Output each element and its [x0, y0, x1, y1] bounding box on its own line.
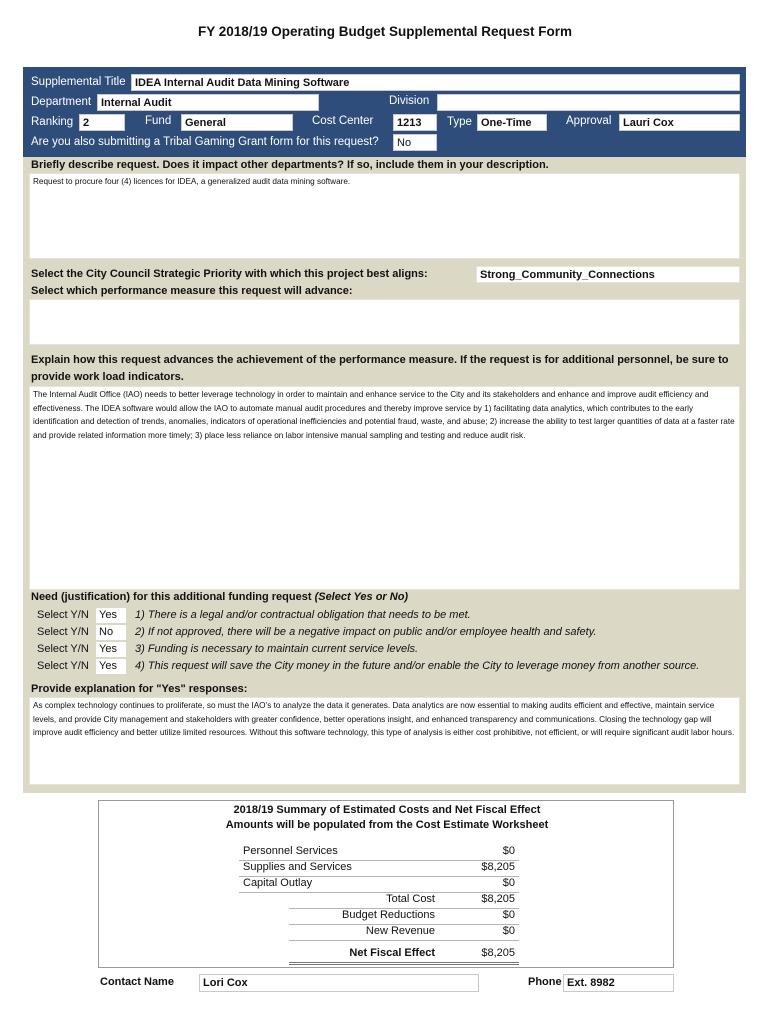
need-heading-italic: (Select Yes or No) — [314, 591, 409, 603]
need-answer-field[interactable]: Yes — [96, 642, 126, 657]
department-field[interactable]: Internal Audit — [97, 94, 319, 111]
yes-explanation-label: Provide explanation for "Yes" responses: — [31, 683, 248, 695]
supplemental-title-label: Supplemental Title — [31, 76, 126, 88]
net-fiscal-effect-value: $8,205 — [481, 947, 515, 959]
need-text: 1) There is a legal and/or contractual obligation that needs to be met. — [135, 609, 471, 621]
measure-label: Select which performance measure this request will advance: — [31, 285, 353, 297]
supplemental-title-field[interactable]: IDEA Internal Audit Data Mining Software — [131, 74, 740, 91]
need-text: 2) If not approved, there will be a negative impact on public and/or employee health and safety. — [135, 626, 597, 638]
form-body — [23, 157, 746, 793]
need-text: 4) This request will save the City money in the future and/or enable the City to leverage money from another source. — [135, 660, 700, 672]
ranking-label: Ranking — [31, 116, 74, 128]
need-label: Select Y/N — [37, 609, 89, 621]
need-answer-field[interactable]: Yes — [96, 608, 126, 623]
contact-name-label: Contact Name — [100, 976, 174, 988]
need-text: 3) Funding is necessary to maintain current service levels. — [135, 643, 419, 655]
yes-explanation-textbox[interactable]: As complex technology continues to proliferate, so must the IAO’s to analyze the data it generates. Data analytics are now essential to making audits efficient and effective, maintain service levels, and provide City management and stakeholders with greater confidence, better operations insight, and enhanced transparency and communications. Closing the technology gap will improve audit efficiency and better utilize limited resources. Without this software technology, this type of analysis is either cost prohibitive, not efficient, or will require significant audit labor hours. — [29, 697, 740, 785]
division-field[interactable] — [437, 94, 740, 111]
capital-label: Capital Outlay — [243, 877, 313, 889]
supplies-value: $8,205 — [481, 861, 515, 873]
phone-label: Phone — [528, 976, 562, 988]
fund-field[interactable]: General — [181, 114, 293, 131]
personnel-value: $0 — [502, 845, 515, 857]
explain-label-line2: provide work load indicators. — [31, 371, 184, 383]
budget-reductions-value: $0 — [502, 909, 515, 921]
phone-field[interactable]: Ext. 8982 — [563, 974, 674, 992]
need-answer-field[interactable]: No — [96, 625, 126, 640]
approval-label: Approval — [566, 115, 612, 127]
describe-label: Briefly describe request. Does it impact other departments? If so, include them in your description. — [31, 159, 549, 171]
fund-label: Fund — [145, 115, 172, 127]
page-title: FY 2018/19 Operating Budget Supplemental Request Form — [197, 24, 573, 39]
explain-label-line1: Explain how this request advances the achievement of the performance measure. If the request is for additional personnel, be sure to — [31, 354, 729, 366]
need-label: Select Y/N — [37, 643, 89, 655]
total-value: $8,205 — [481, 893, 515, 905]
tribal-answer-field[interactable]: No — [393, 134, 437, 151]
new-revenue-value: $0 — [502, 925, 515, 937]
measure-textbox[interactable] — [29, 299, 740, 345]
describe-textbox[interactable]: Request to procure four (4) licences for IDEA, a generalized audit data mining software. — [29, 173, 740, 259]
priority-label: Select the City Council Strategic Priority with which this project best aligns: — [31, 268, 428, 280]
supplies-label: Supplies and Services — [243, 861, 352, 873]
type-field[interactable]: One-Time — [477, 114, 547, 131]
department-label: Department — [31, 96, 92, 108]
summary-subtitle: Amounts will be populated from the Cost Estimate Worksheet — [225, 819, 549, 831]
approval-field[interactable]: Lauri Cox — [619, 114, 740, 131]
need-heading — [31, 591, 408, 603]
budget-reductions-label: Budget Reductions — [342, 909, 435, 921]
cost-center-field[interactable]: 1213 — [393, 114, 437, 131]
header-band — [23, 67, 746, 157]
capital-value: $0 — [502, 877, 515, 889]
priority-field[interactable]: Strong_Community_Connections — [476, 266, 740, 283]
personnel-label: Personnel Services — [243, 845, 338, 857]
net-fiscal-effect-label: Net Fiscal Effect — [349, 947, 435, 959]
division-label: Division — [389, 95, 430, 107]
need-heading-text: Need (justification) for this additional funding request — [31, 591, 315, 603]
need-answer-field[interactable]: Yes — [96, 659, 126, 674]
cost-center-label: Cost Center — [312, 115, 374, 127]
tribal-question: Are you also submitting a Tribal Gaming Grant form for this request? — [31, 136, 379, 148]
ranking-field[interactable]: 2 — [79, 114, 125, 131]
need-label: Select Y/N — [37, 660, 89, 672]
summary-title: 2018/19 Summary of Estimated Costs and Net Fiscal Effect — [233, 804, 541, 816]
contact-name-field[interactable]: Lori Cox — [199, 974, 479, 992]
explain-textbox[interactable]: The Internal Audit Office (IAO) needs to better leverage technology in order to maintain and enhance service to the City and its stakeholders and enhance and improve audit efficiency and effectiveness. The IDEA software would allow the IAO to automate manual audit procedures and thereby improve service by 1) facilitating data analytics, which contributes to the early identification and detection of trends, anomalies, indicators of operational inefficiencies and potential fraud, waste, and abuse; 2) increase the ability to test larger quantities of data at a faster rate and provide related information more timely; 3) place less reliance on labor intensive manual sampling and testing and reduce audit risk. — [29, 386, 740, 590]
type-label: Type — [447, 116, 472, 128]
new-revenue-label: New Revenue — [365, 925, 435, 937]
total-label: Total Cost — [386, 893, 435, 905]
cost-summary — [98, 800, 674, 968]
need-label: Select Y/N — [37, 626, 89, 638]
